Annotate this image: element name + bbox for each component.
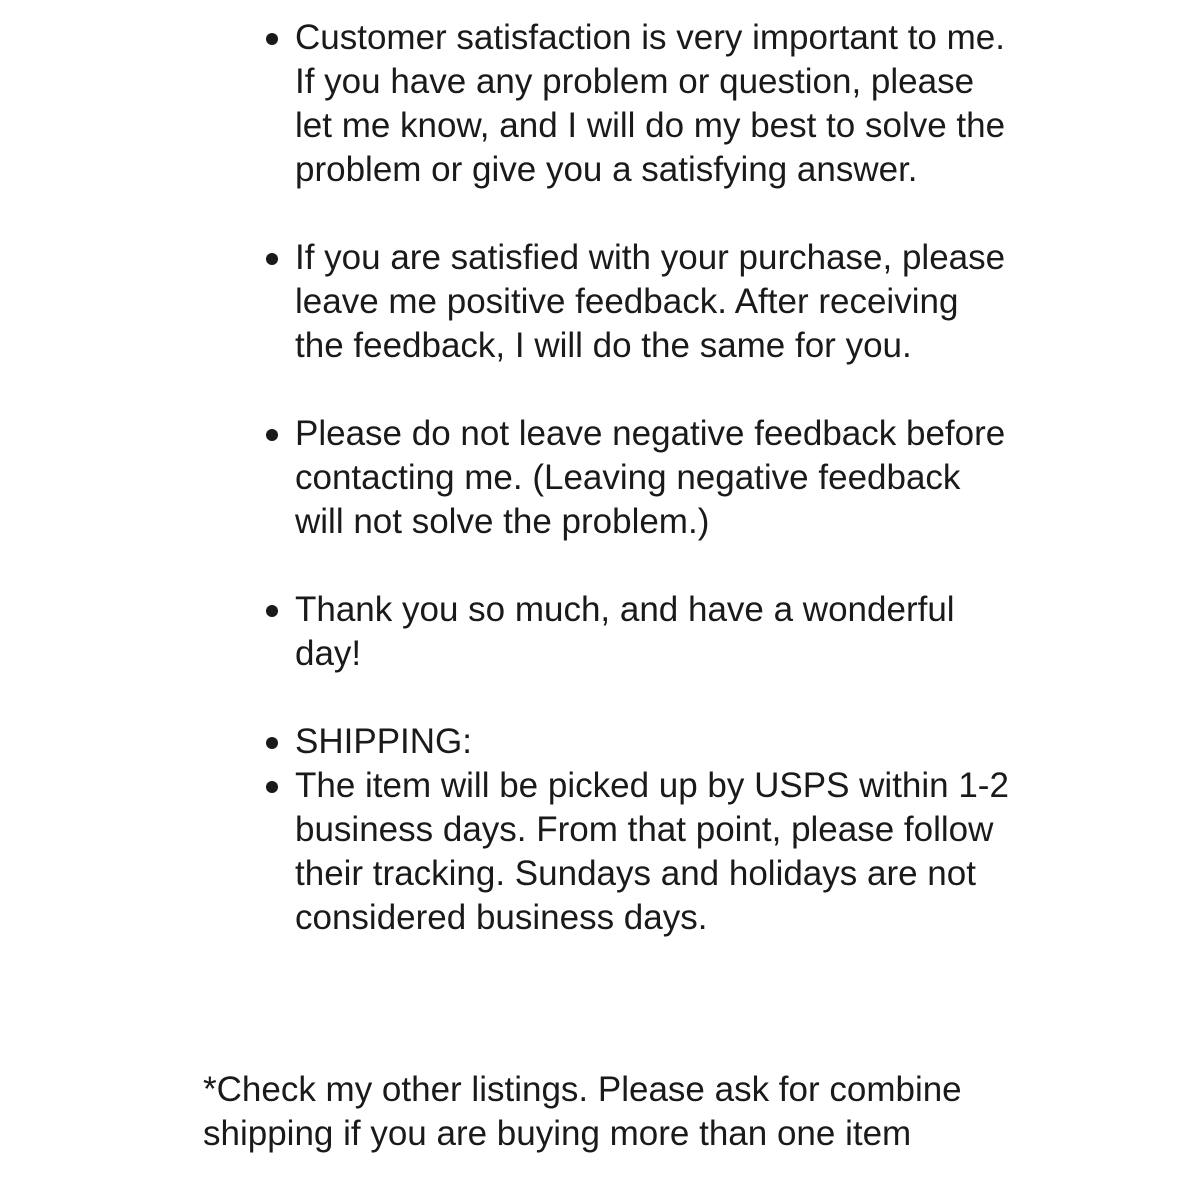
list-item [295,588,1015,676]
bullet-icon [266,33,278,45]
bullet-icon [266,737,278,749]
bullet-icon [266,429,278,441]
bullet-text: SHIPPING: [295,722,472,761]
list-item [295,16,1015,192]
bullet-icon [266,253,278,265]
bullet-text: Customer satisfaction is very important to me. If you have any problem or question, please let me know, and I will do my best to solve the problem or give you a satisfying answer. [295,18,1006,189]
bullet-icon [266,781,278,793]
footer-note: *Check my other listings. Please ask for combine shipping if you are buying more than one item [203,1070,962,1153]
bullet-icon [266,605,278,617]
bullet-text: Thank you so much, and have a wonderful day! [295,590,955,673]
bullet-text: Please do not leave negative feedback before contacting me. (Leaving negative feedback will not solve the problem.) [295,414,1006,541]
bullet-text: If you are satisfied with your purchase, please leave me positive feedback. After receiving the feedback, I will do the same for you. [295,238,1006,365]
list-item [295,720,1015,764]
list-item [295,412,1015,544]
list-item [295,764,1015,940]
policy-bullet-list [0,16,1200,940]
bullet-text: The item will be picked up by USPS within 1-2 business days. From that point, please follow their tracking. Sundays and holidays are not considered business days. [295,766,1009,937]
list-item [295,236,1015,368]
